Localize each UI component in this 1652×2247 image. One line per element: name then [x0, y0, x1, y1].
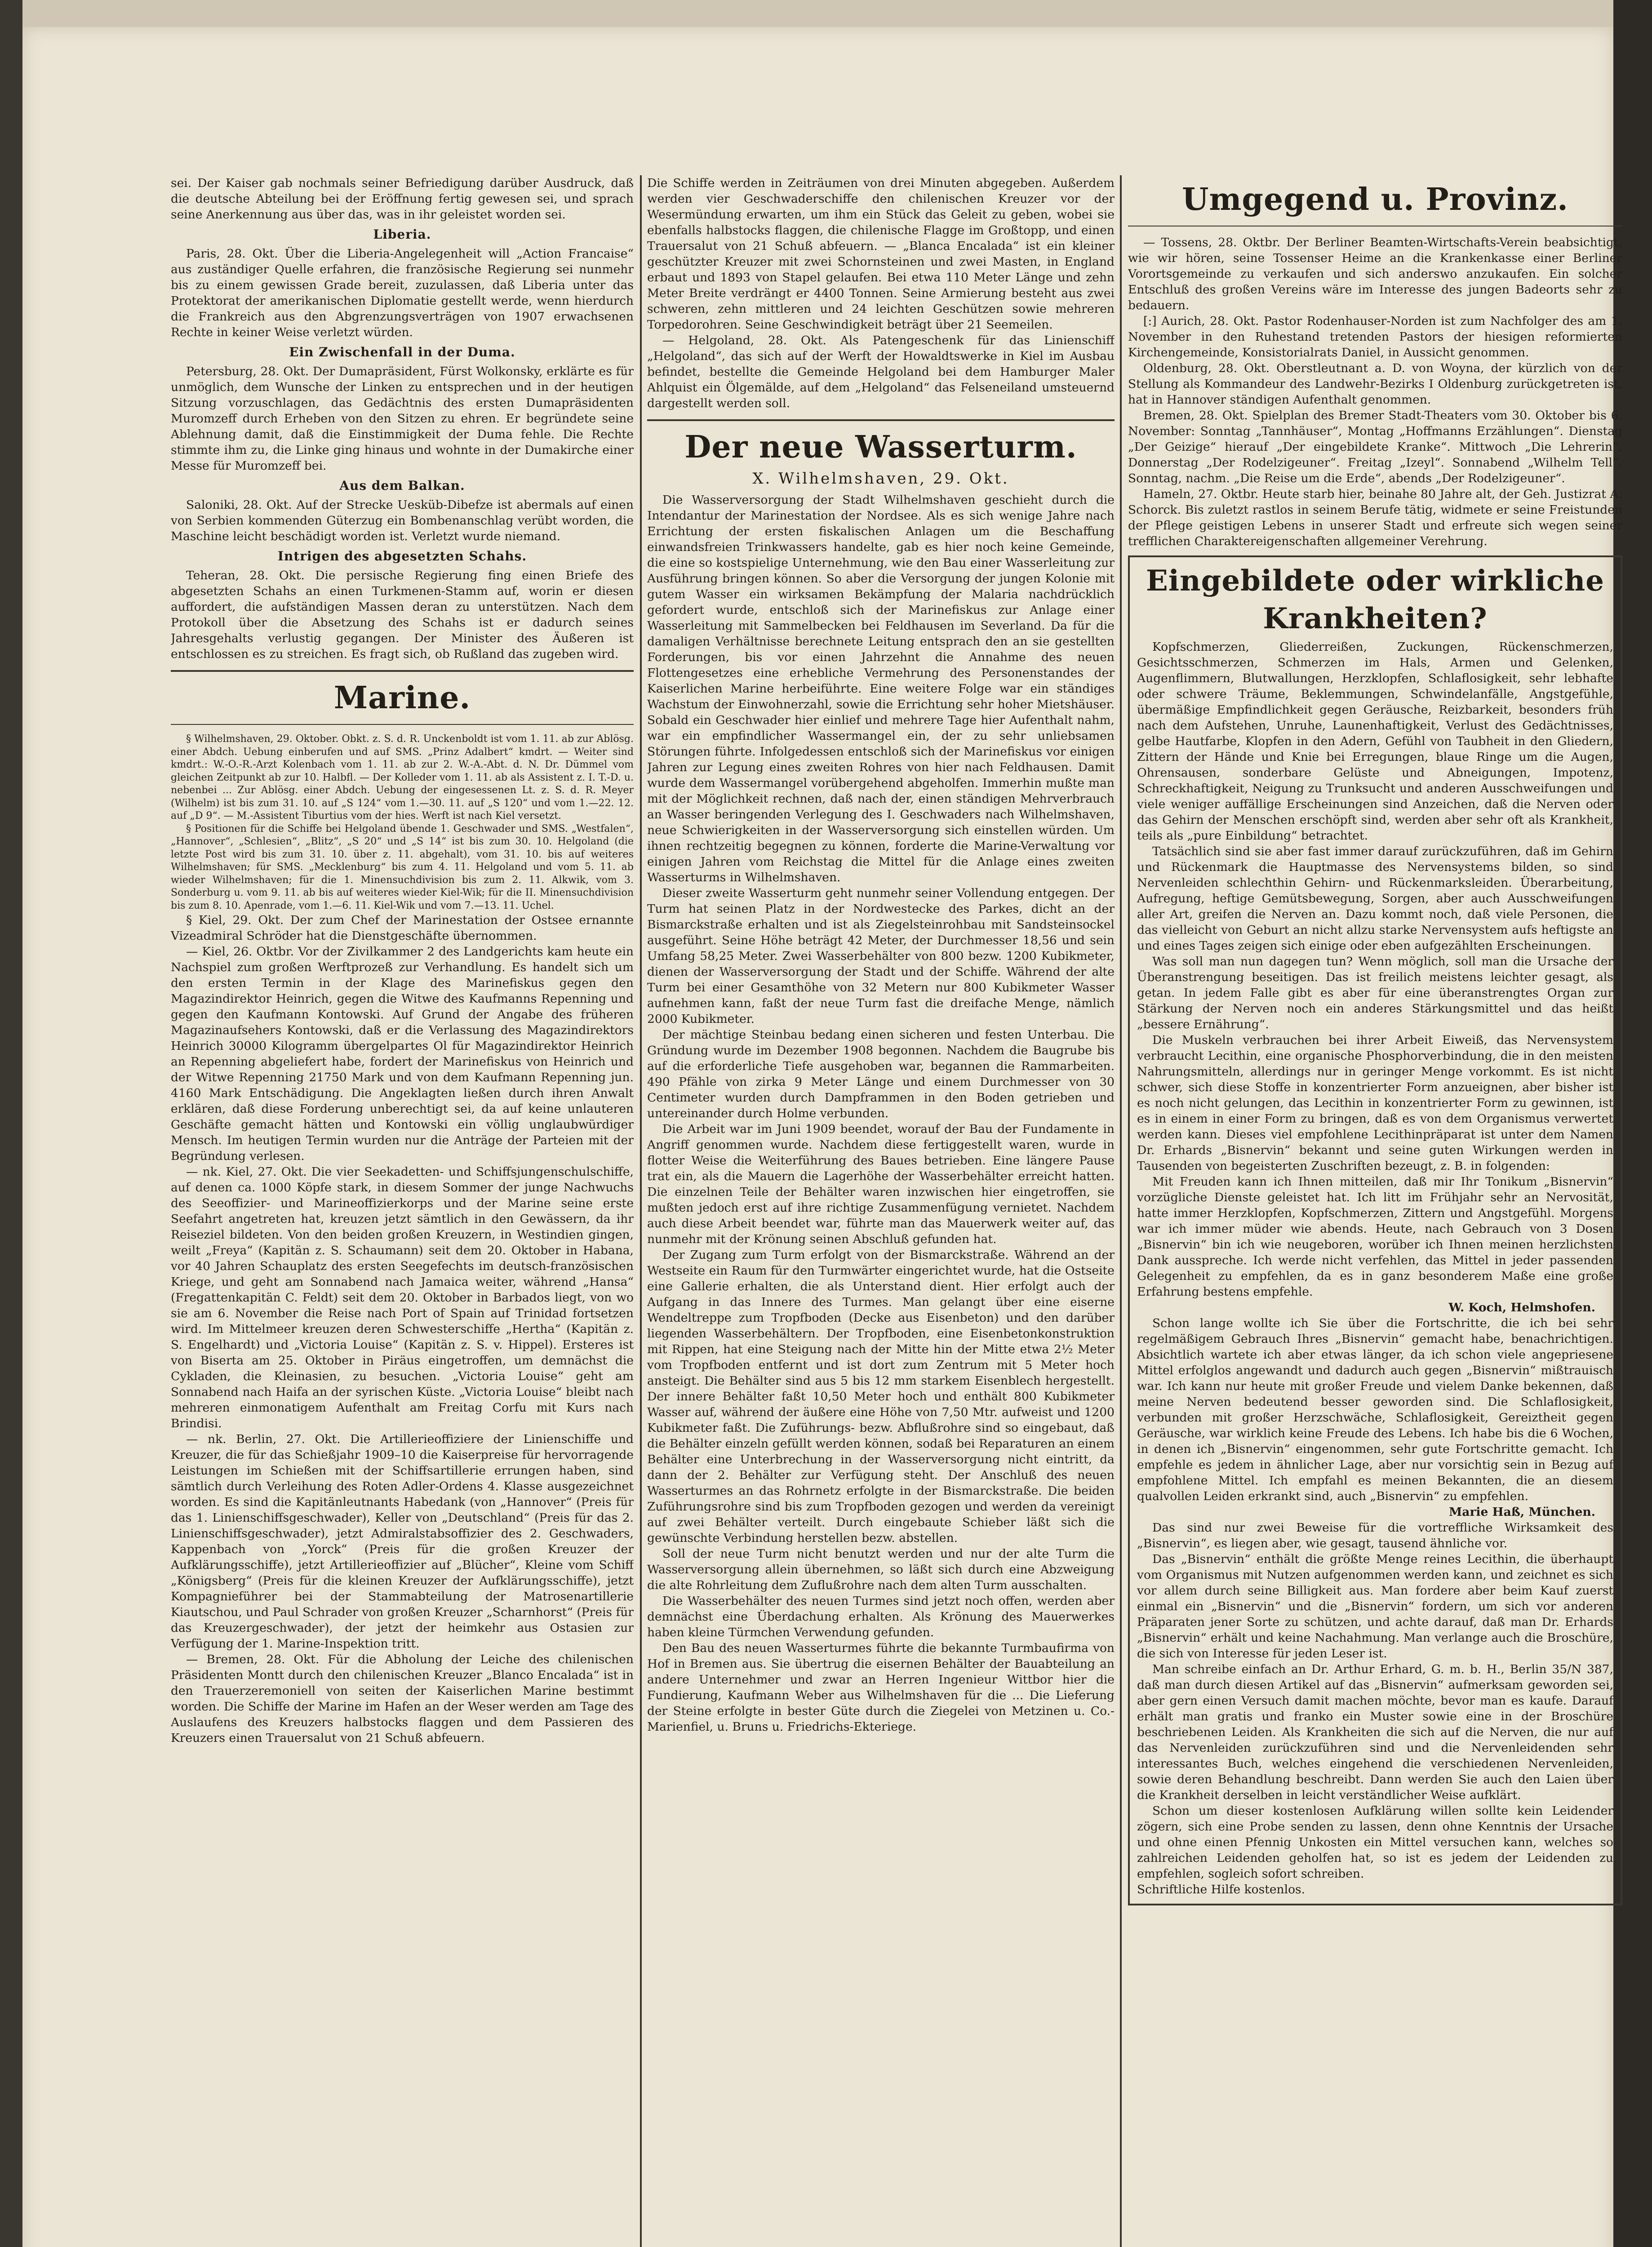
article-bremen: — Bremen, 28. Okt. Für die Abholung der Leiche des chilenischen Präsidenten Montt durch den chilenischen Kreuzer „Blanco Encalada“ ist in den Trauerzeremoniell von seiten der Kaiserlichen Marine bestimmt worden. Die Schiffe der Marine im Hafen an der Weser werden am Tage des Auslaufens des Kreuzers halbstocks flaggen und dem Passieren des Kreuzers einen Trauersalut von 21 Schuß abfeuern.	[171, 1652, 634, 1745]
article-continuation: Die Schiffe werden in Zeiträumen von drei Minuten abgegeben. Außerdem werden vier Geschwaderschiffe den chilenischen Kreuzer vor der Wesermündung erwarten, um ihm ein Stück das Geleit zu geben, wobei sie ebenfalls halbstocks flaggen, die chilenische Flagge im Großtopp, und einen Trauersalut von 21 Schuß abfeuern. — „Blanca Encalada“ ist ein kleiner geschützter Kreuzer mit zwei Schornsteinen und zwei Masten, in England erbaut und 1893 von Stapel gelaufen. Bei etwa 110 Meter Länge und zehn Meter Breite verdrängt er 4400 Tonnen. Seine Armierung besteht aus zwei schweren, zehn mittleren und 24 leichten Geschützen sowie mehreren Torpedorohren. Seine Geschwindigkeit beträgt über 21 Seemeilen.	[647, 176, 1115, 332]
ad-testimonial-2: Schon lange wollte ich Sie über die Fortschritte, die ich bei sehr regelmäßigem Gebrauch Ihres „Bisnervin“ gemacht habe, benachrichtigen. Absichtlich wartete ich aber etwas länger, da ich schon viele angepriesene Mittel erfolglos angewandt und dadurch auch gegen „Bisnervin“ mißtrauisch war. Ich kann nur heute mit großer Freude und vielem Danke bekennen, daß meine Nerven bedeutend besser geworden sind. Die Schlaflosigkeit, verbunden mit großer Herzschwäche, Schlaflosigkeit, Gereiztheit gegen Geräusche, war wirklich keine Freude des Lebens. Ich habe bis die 6 Wochen, in denen ich „Bisnervin“ eingenommen, sehr gute Fortschritte gemacht. Ich empfehle es jedem in ähnlicher Lage, aber nur vorsichtig sein in Bezug auf empfohlene Mittel. Ich empfahl es meinen Bekannten, die an diesem qualvollen Leiden erkrankt sind, auch „Bisnervin“ zu empfehlen.	[1137, 1316, 1613, 1503]
article-kiel-2: — Kiel, 26. Oktbr. Vor der Zivilkammer 2 des Landgerichts kam heute ein Nachspiel zum großen Werftprozeß zur Verhandlung. Es handelt sich um den ersten Termin in der Klage des Marinefiskus gegen den Magazindirektor Heinrich, gegen die Witwe des Kaufmanns Repenning und gegen den Kaufmann Kontowski. Auf Grund der Angabe des früheren Magazinaufsehers Kontowski, daß er die Verlassung des Magazindirektors Heinrich 30000 Kilogramm übergelpartes Ol für Magazindirektor Heinrich an Repenning abgeliefert habe, fordert der Marinefiskus von Heinrich und der Witwe Repenning 21750 Mark und von dem Kaufmann Repenning jun. 4160 Mark Entschädigung. Die Angeklagten ließen durch ihren Anwalt erklären, daß diese Forderung unberechtigt sei, da auf keine unlauteren Geschäfte gemacht hätten und Kontowski ein völlig unglaubwürdiger Mensch. Im heutigen Termin wurden nur die Anträge der Parteien mit der Begründung verlesen.	[171, 945, 634, 1163]
heading-liberia: Liberia.	[373, 227, 431, 242]
ad-closing: Schriftliche Hilfe kostenlos.	[1137, 1883, 1306, 1896]
ad-title-line-1: Eingebildete oder wirkliche	[1146, 564, 1604, 598]
ad-paragraph-10: Schon um dieser kostenlosen Aufklärung willen sollte kein Leidender zögern, sich eine Probe senden zu lassen, denn ohne Kenntnis der Ursache und ohne einen Pfennig Unkosten ein Mittel versuchen kann, welches so zahlreichen Leidenden geholfen hat, so ist es jedem der Leidenden zu empfehlen, sogleich sofort schreiben.	[1137, 1804, 1613, 1881]
wasserturm-paragraph-5: Der Zugang zum Turm erfolgt von der Bismarckstraße. Während an der Westseite ein Raum für den Turmwärter eingerichtet wurde, hat die Ostseite eine Gallerie erhalten, die als Unterstand dient. Hier erfolgt auch der Aufgang in das Innere des Turmes. Man gelangt über eine eiserne Wendeltreppe zum Tropfboden (Decke aus Eisenbeton) und den darüber liegenden Wasserbehältern. Der Tropfboden, eine Eisenbetonkonstruktion mit Rippen, hat eine Steigung nach der Mitte hin der Mitte etwa 2½ Meter vom Tropfboden entfernt und ist dort zum Zentrum mit 5 Meter hoch ansteigt. Die Behälter sind aus 5 bis 12 mm starkem Eisenblech hergestellt. Der innere Behälter faßt 10,50 Meter hoch und enthält 800 Kubikmeter Wasser auf, während der äußere eine Höhe von 7,50 Mtr. aufweist und 1200 Kubikmeter faßt. Die Zuführungs- bezw. Abflußrohre sind so eingebaut, daß die Behälter einzeln gefüllt werden können, sodaß bei Reparaturen an einem Behälter eine Unterbrechung in der Wasserversorgung nicht eintritt, da dann der 2. Behälter zur Verfügung steht. Der Anschluß des neuen Wasserturmes an das Rohrnetz erfolgte in der Bismarckstraße. Die beiden Zuführungsrohre sind bis zum Tropfboden gezogen und werden da vereinigt auf zwei Behälter verteilt. Durch eingebaute Schieber läßt sich die gewünschte Verbindung herstellen bezw. abstellen.	[647, 1248, 1115, 1545]
wasserturm-paragraph-1: Die Wasserversorgung der Stadt Wilhelmshaven geschieht durch die Intendantur der Marinestation der Nordsee. Als es sich wenige Jahre nach Errichtung der ersten fiskalischen Anlagen um die Beschaffung einwandsfreien Trinkwassers handelte, gab es hier noch keine Gemeinde, die eine so kostspielige Unternehmung, wie den Bau einer Wasserleitung zur Ausführung bringen können. So aber die Versorgung der jungen Kolonie mit gutem Wasser ein wirksamen Bekämpfung der Malaria nachdrücklich gefordert wurde, entschloß sich der Marinefiskus zur Anlage einer Wasserleitung mit Sammelbecken bei Feldhausen im Severland. Da für die damaligen Verhältnisse berechnete Leitung entsprach den an sie gestellten Forderungen, bis vor einen Jahrzehnt die Annahme des neuen Flottengesetzes eine erhebliche Vermehrung des Personenstandes der Kaiserlichen Marine herbeiführte. Eine weitere Folge war ein ständiges Wachstum der Einwohnerzahl, sowie die Errichtung sehr hoher Mietshäuser. Sobald ein Geschwader hier einlief und mehrere Tage hier Aufenthalt nahm, war ein empfindlicher Wassermangel ein, der zu sehr unliebsamen Störungen führte. Infolgedessen entschloß sich der Marinefiskus vor einigen Jahren zur Legung eines zweiten Rohres von hier nach Feldhausen. Damit wurde dem Wassermangel vorübergehend abgeholfen. Immerhin mußte man mit der Möglichkeit rechnen, daß nach der, einen ständigen Mehrverbrauch an Wasser beringenden Verlegung des I. Geschwaders nach Wilhelmshaven, neue Schwierigkeiten in der Wasserversorgung sich einstellen würden. Um ihnen rechtzeitig begegnen zu können, forderte die Marine-Verwaltung vor einigen Jahren vom Reichstag die Mittel für die Anlage eines zweiten Wasserturms in Wilhelmshaven.	[647, 493, 1115, 884]
section-title-marine: Marine.	[333, 680, 471, 716]
article-bremen-theater: Bremen, 28. Okt. Spielplan des Bremer Stadt-Theaters vom 30. Oktober bis 6. November: Sonntag „Tannhäuser“, Montag „Hoffmanns Erzählungen“. Dienstag „Der Geizige“ hierauf „Der eingebildete Kranke“. Mittwoch „Die Lehrerin“. Donnerstag „Der Rodelzigeuner“. Freitag „Izeyl“. Sonnabend „Wilhelm Tell“. Sonntag, nachm. „Die Reise um die Erde“, abends „Der Rodelzigeuner“.	[1128, 409, 1622, 485]
section-title-umgegend: Umgegend u. Provinz.	[1182, 182, 1568, 218]
heading-schah: Intrigen des abgesetzten Schahs.	[277, 549, 527, 564]
section-divider	[171, 670, 634, 672]
page-content	[171, 175, 1649, 2247]
article-berlin: — nk. Berlin, 27. Okt. Die Artillerieoffiziere der Linienschiffe und Kreuzer, die für das Schießjahr 1909–10 die Kaiserpreise für hervorragende Leistungen im Schießen mit der Schiffsartillerie errungen haben, sind sämtlich durch Verleihung des Roten Adler-Ordens 4. Klasse ausgezeichnet worden. Es sind die Kapitänleutnants Habedank (von „Hannover“ (Preis für das 1. Linienschiffsgeschwader), Keller von „Deutschland“ (Preis für das 2. Linienschiffsgeschwader), jetzt Admiralstabsoffizier des 2. Geschwaders, Kappenbach von „Yorck“ (Preis für die großen Kreuzer der Aufklärungsschiffe), jetzt Artillerieoffizier auf „Blücher“, Kleine vom Schiff „Königsberg“ (Preis für die kleinen Kreuzer der Aufklärungsschiffe), jetzt Kompagnieführer bei der Stammabteilung der Matrosenartillerie Kiautschou, und Paul Schrader von großen Kreuzer „Scharnhorst“ (Preis für das Kreuzergeschwader), der jetzt der heimkehr aus Ostasien zur Verfügung der 1. Marine-Inspektion tritt.	[171, 1432, 634, 1651]
article-dateline: X. Wilhelmshaven, 29. Okt.	[752, 470, 1009, 488]
article-continuation: sei. Der Kaiser gab nochmals seiner Befriedigung darüber Ausdruck, daß die deutsche Abteilung bei der Eröffnung fertig gewesen sei, und sprach seine Anerkennung aus über das, was in ihr geleistet worden sei.	[171, 176, 634, 222]
heading-balkan: Aus dem Balkan.	[339, 478, 465, 493]
column-2	[647, 175, 1115, 2247]
column-1	[171, 175, 634, 2247]
ad-paragraph-3: Was soll man nun dagegen tun? Wenn möglich, soll man die Ursache der Überanstrengung beseitigen. Das ist freilich meistens leichter gesagt, als getan. In jedem Falle gibt es aber für eine überanstrengtes Organ zur Stärkung der Nerven noch ein anderes Stärkungsmittel und das heißt „bessere Ernährung“.	[1137, 955, 1613, 1031]
article-tossens: — Tossens, 28. Oktbr. Der Berliner Beamten-Wirtschafts-Verein beabsichtigt, wie wir hören, seine Tossenser Heime an die Krankenkasse einer Berliner Vorortsgemeinde zu verkaufen und sich anderswo anzukaufen. Ein solcher Entschluß des großen Vereins wäre im Interesse des jungen Badeorts sehr zu bedauern.	[1128, 235, 1622, 312]
scan-edge-left	[0, 0, 22, 2247]
article-schah: Teheran, 28. Okt. Die persische Regierung fing einen Briefe des abgesetzten Schahs an einen Turkmenen-Stamm auf, worin er diesen auffordert, die aufständigen Massen deran zu unterstützen. Nach dem Protokoll über die Absetzung des Schahs ist er dadurch seines Jahresgehalts verlustig gegangen. Der Minister des Äußeren ist entschlossen es zu streichen. Es fragt sich, ob Rußland das zugeben wird.	[171, 568, 634, 661]
ad-signature-2: Marie Haß, München.	[1448, 1505, 1595, 1519]
column-rule-1	[640, 175, 642, 2247]
advertisement-bisnervin	[1128, 555, 1622, 1905]
ad-paragraph-7: Das sind nur zwei Beweise für die vortreffliche Wirksamkeit des „Bisnervin“, es liegen aber, wie gesagt, tausend ähnliche vor.	[1137, 1521, 1613, 1550]
article-title-wasserturm: Der neue Wasserturm.	[684, 429, 1077, 465]
article-kiel-3: — nk. Kiel, 27. Okt. Die vier Seekadetten- und Schiffsjungenschulschiffe, auf denen ca. 1000 Köpfe stark, in diesem Sommer der junge Nachwuchs des Seeoffizier- und Marineoffizierkorps und der Marine seine erste Seefahrt angetreten hat, kreuzen jetzt sämtlich in den Gewässern, da ihr Reiseziel bildeten. Von den beiden großen Kreuzern, in Westindien gingen, weilt „Freya“ (Kapitän z. S. Schaumann) seit dem 20. Oktober in Habana, vor 40 Jahren Schauplatz des ersten Seegefechts im deutsch-französischen Kriege, und geht am Sonnabend nach Jamaica weiter, während „Hansa“ (Fregattenkapitän C. Feldt) seit dem 20. Oktober in Barbados liegt, von wo sie am 6. November die Reise nach Port of Spain auf Trinidad fortsetzen wird. Im Mittelmeer kreuzen deren Schwesterschiffe „Hertha“ (Kapitän z. S. Engelhardt) und „Victoria Louise“ (Kapitän z. S. v. Hippel). Ersteres ist von Biserta am 25. Oktober in Piräus eingetroffen, um demnächst die Cykladen, die Kleinasien, zu besuchen. „Victoria Louise“ geht am Sonnabend nach Haifa an der syrischen Küste. „Victoria Louise“ bleibt nach mehreren einmonatigem Aufenthalt am Freitag Corfu mit Kurs nach Brindisi.	[171, 1165, 634, 1430]
section-divider	[171, 724, 634, 725]
ad-testimonial-1: Mit Freuden kann ich Ihnen mitteilen, daß mir Ihr Tonikum „Bisnervin“ vorzügliche Dienste geleistet hat. Ich litt im Frühjahr sehr an Nervosität, hatte immer Herzklopfen, Kopfschmerzen, Zittern und Angstgefühl. Morgens war ich immer müder wie abends. Heute, nach Gebrauch von 3 Dosen „Bisnervin“ bin ich wie neugeboren, worüber ich Ihnen meinen herzlichsten Dank ausspreche. Ich werde nicht verfehlen, das Mittel in jeder passenden Gelegenheit zu empfehlen, da es in ganz besonderem Maße eine große Erfahrung bestens empfehle.	[1137, 1175, 1613, 1299]
article-helgoland: — Helgoland, 28. Okt. Als Patengeschenk für das Linienschiff „Helgoland“, das sich auf der Werft der Howaldtswerke in Kiel im Ausbau befindet, bestellte die Gemeinde Helgoland bei dem Hamburger Maler Ahlquist ein Ölgemälde, auf dem „Helgoland“ das Felseneiland umsteuernd dargestellt werden soll.	[647, 333, 1115, 410]
article-wilhelmshaven-notices: § Wilhelmshaven, 29. Oktober. Obkt. z. S. d. R. Unckenboldt ist vom 1. 11. ab zur Ablösg. einer Abdch. Uebung einberufen und auf SMS. „Prinz Adalbert“ kmdrt. — Weiter sind kmdrt.: W.-O.-R.-Arzt Kolenbach vom 1. 11. ab zur 2. W.-A.-Abt. d. N. Dr. Dümmel vom gleichen Zeitpunkt ab zur 10. Halbfl. — Der Kolleder vom 1. 11. ab als Assistent z. I. T.-D. u. nebenbei ... Zur Ablösg. einer Abdch. Uebung der eingesessenen Lt. z. S. d. R. Meyer (Wilhelm) ist bis zum 31. 10. auf „S 124“ vom 1.—30. 11. auf „S 120“ und vom 1.—22. 12. auf „D 9“. — M.-Assistent Tiburtius vom der hies. Werft ist nach Kiel versetzt.	[171, 733, 634, 822]
article-hameln: Hameln, 27. Oktbr. Heute starb hier, beinahe 80 Jahre alt, der Geh. Justizrat A. Schorck. Bis zuletzt rastlos in seinem Berufe tätig, widmete er seine Freistunden der Pflege geistigen Lebens in unserer Stadt und erfreute sich wegen seiner trefflichen Charaktereigenschaften allgemeiner Verehrung.	[1128, 487, 1622, 548]
ad-paragraph-9: Man schreibe einfach an Dr. Arthur Erhard, G. m. b. H., Berlin 35/N 387, daß man durch diesen Artikel auf das „Bisnervin“ aufmerksam geworden sei, aber gern einen Versuch damit machen möchte, bevor man es kaufe. Darauf erhält man gratis und franko ein Muster sowie eine in der Broschüre beschriebenen Leiden. Als Krankheiten die sich auf die Nerven, die nur auf das Nervenleiden zurückzuführen sind und die Nervenleidenden sehr interessantes Buch, welches eingehend die verschiedenen Nervenleiden, sowie deren Behandlung beschreibt. Dann werden Sie auch den Laien über die Krankheit derselben in leicht verständlicher Weise aufklärt.	[1137, 1662, 1613, 1802]
article-aurich: [:] Aurich, 28. Okt. Pastor Rodenhauser-Norden ist zum Nachfolger des am 1. November in den Ruhestand tretenden Pastors der hiesigen reformierten Kirchengemeinde, Konsistorialrats Daniel, in Aussicht genommen.	[1128, 314, 1622, 360]
column-rule-2	[1120, 175, 1122, 2247]
column-3	[1128, 175, 1622, 2247]
wasserturm-paragraph-4: Die Arbeit war im Juni 1909 beendet, worauf der Bau der Fundamente in Angriff genommen wurde. Nachdem diese fertiggestellt waren, wurde in flotter Weise die Weiterführung des Baues betrieben. Eine längere Pause trat ein, als die Mauern die Lagerhöhe der Wasserbehälter erreicht hatten. Die einzelnen Teile der Behälter waren inzwischen hier eingetroffen, sie mußten jedoch erst auf ihre richtige Zusammenfügung vernietet. Nachdem auch diese Arbeit beendet war, führte man das Mauerwerk weiter auf, das nunmehr mit der Krönung seinen Abschluß gefunden hat.	[647, 1122, 1115, 1246]
ad-paragraph-8: Das „Bisnervin“ enthält die größte Menge reines Lecithin, die überhaupt vom Organismus mit Nutzen aufgenommen werden kann, und zeichnet es sich vor allem durch seine Billigkeit aus. Man fordere aber beim Kauf zuerst einmal ein „Bisnervin“ und die „Bisnervin“ fordern, um sich vor anderen Präparaten jener Sorte zu schützen, und achte darauf, daß man Dr. Erhards „Bisnervin“ erhält und keine Nachahmung. Man verlange auch die Broschüre, die sich von Interesse für jeden Leser ist.	[1137, 1552, 1613, 1661]
article-liberia: Paris, 28. Okt. Über die Liberia-Angelegenheit will „Action Francaise“ aus zuständiger Quelle erfahren, die französische Regierung sei nunmehr bis zu einem gewissen Grade bereit, zuzulassen, daß Liberia unter das Protektorat der amerikanischen Diplomatie gestellt werde, wenn hierdurch die Frankreich aus den Abgrenzungsverträgen von 1907 erwachsenen Rechte in keiner Weise verletzt würden.	[171, 247, 634, 339]
ad-paragraph-2: Tatsächlich sind sie aber fast immer darauf zurückzuführen, daß im Gehirn und Rückenmark die Hauptmasse des Nervensystems bilden, so sind Nervenleiden schlechthin Gehirn- und Rückenmarksleiden. Überarbeitung, Aufregung, heftige Gemütsbewegung, Sorgen, aber auch Ausschweifungen aller Art, greifen die Nerven an. Dazu kommt noch, daß viele Personen, die das vielleicht von Geburt an nicht allzu starke Nervensystem aufs heftigste an und eines Tages zeigen sich einige oder eben aufgezählten Erscheinungen.	[1137, 844, 1613, 953]
ad-title-line-2: Krankheiten?	[1263, 602, 1488, 635]
wasserturm-paragraph-8: Den Bau des neuen Wasserturmes führte die bekannte Turmbaufirma von Hof in Bremen aus. Sie übertrug die eisernen Behälter der Bauabteilung an andere Unternehmer und zwar an Herren Ingenieur Wittbor hier die Fundierung, Kaufmann Weber aus Wilhelmshaven für die ... Die Lieferung der Steine erfolgte in bester Güte durch die Ziegelei von Metzinen u. Co.-Marienfiel, u. Bruns u. Friedrichs-Ekteriege.	[647, 1641, 1115, 1734]
ad-paragraph-1: Kopfschmerzen, Gliederreißen, Zuckungen, Rückenschmerzen, Gesichtsschmerzen, Schmerzen im Hals, Armen und Gelenken, Augenflimmern, Blutwallungen, Herzklopfen, Schlaflosigkeit, sehr lebhafte oder schwere Träume, Beklemmungen, Schwindelanfälle, Angstgefühle, übermäßige Empfindlichkeit gegen Geräusche, Reizbarkeit, besonders früh nach dem Aufstehen, Unruhe, Launenhaftigkeit, Verlust des Gedächtnisses, gelbe Hautfarbe, Klopfen in den Adern, Gefühl von Taubheit in den Gliedern, Zittern der Hände und Knie bei Erregungen, blaue Ringe um die Augen, Ohrensausen, sonderbare Gelüste und Abneigungen, Impotenz, Schreckhaftigkeit, Neigung zu Trunksucht und anderen Ausschweifungen und viele weniger auffällige Erscheinungen sind Anzeichen, daß die Nerven oder das Gehirn der Menschen erschöpft sind, werden aber sehr oft als Krankheit, teils als „pure Einbildung“ betrachtet.	[1137, 640, 1613, 843]
article-duma: Petersburg, 28. Okt. Der Dumapräsident, Fürst Wolkonsky, erklärte es für unmöglich, dem Wunsche der Linken zu entsprechen und in der heutigen Sitzung vorzuschlagen, das Gedächtnis des ersten Dumapräsidenten Muromzeff durch Erheben von den Sitzen zu ehren. Er begründete seine Ablehnung damit, daß die Einstimmigkeit der Duma fehle. Die Rechte stimmte ihm zu, die Linke ging hinaus und wohnte in der Dumakirche einer Messe für Muromzeff bei.	[171, 364, 634, 473]
article-balkan: Saloniki, 28. Okt. Auf der Strecke Uesküb-Dibefze ist abermals auf einen von Serbien kommenden Güterzug ein Bombenanschlag verübt worden, die Maschine leicht beschädigt worden ist. Verletzt wurde niemand.	[171, 498, 634, 543]
article-oldenburg: Oldenburg, 28. Okt. Oberstleutnant a. D. von Woyna, der kürzlich von der Stellung als Kommandeur des Landwehr-Bezirks I Oldenburg zurückgetreten ist, hat in Hannover ständigen Aufenthalt genommen.	[1128, 361, 1622, 407]
wasserturm-paragraph-3: Der mächtige Steinbau bedang einen sicheren und festen Unterbau. Die Gründung wurde im Dezember 1908 begonnen. Nachdem die Baugrube bis auf die erforderliche Tiefe ausgehoben war, begannen die Rammarbeiten. 490 Pfähle von zirka 9 Meter Länge und einem Durchmesser von 30 Centimeter wurden durch Dampframmen in den Boden getrieben und untereinander durch Holme verbunden.	[647, 1028, 1115, 1120]
wasserturm-paragraph-2: Dieser zweite Wasserturm geht nunmehr seiner Vollendung entgegen. Der Turm hat seinen Platz in der Nordwestecke des Parkes, dicht an der Bismarckstraße erhalten und ist als Ziegelsteinrohbau mit Sandsteinsockel ausgeführt. Seine Höhe beträgt 42 Meter, der Durchmesser 18,56 und sein Umfang 58,25 Meter. Zwei Wasserbehälter von 800 bezw. 1200 Kubikmeter, dienen der Wasserversorgung der Stadt und der Schiffe. Während der alte Turm bei einer Gesamthöhe von 32 Metern nur 800 Kubikmeter Wasser aufnehmen kann, faßt der neue Turm fast die dreifache Menge, nämlich 2000 Kubikmeter.	[647, 886, 1115, 1026]
ad-signature-1: W. Koch, Helmshofen.	[1448, 1301, 1595, 1314]
article-positions: § Positionen für die Schiffe bei Helgoland übende 1. Geschwader und SMS. „Westfalen“, „Hannover“, „Schlesien“, „Blitz“, „S 20“ und „S 14“ ist bis zum 30. 10. Helgoland (die letzte Post wird bis zum 31. 10. über z. 11. abgehalt), vom 31. 10. bis auf weiteres Wilhelmshaven; für SMS. „Mecklenburg“ bis zum 4. 11. Helgoland und vom 5. 11. ab wieder Wilhelmshaven; für die 1. Minensuchdivision bis zum 2. 11. Alkwik, vom 3. Sonderburg u. vom 9. 11. ab bis auf weiteres wieder Kiel-Wik; für die II. Minensuchdivision bis zum 8. 10. Apenrade, vom 1.—6. 11. Kiel-Wik und vom 7.—13. 11. Uchel.	[171, 823, 634, 911]
heading-duma: Ein Zwischenfall in der Duma.	[289, 345, 515, 360]
section-divider	[647, 419, 1115, 421]
ad-paragraph-4: Die Muskeln verbrauchen bei ihrer Arbeit Eiweiß, das Nervensystem verbraucht Lecithin, eine organische Phosphorverbindung, die in den meisten Nahrungsmitteln, allerdings nur in geringer Menge vorkommt. Es ist nicht schwer, sich diese Stoffe in konzentrierter Form anzueignen, aber bisher ist es noch nicht gelungen, das Lecithin in konzentrierter Form zu gewinnen, ist es in einem in einer Form zu bringen, daß es von dem Organismus verwertet werden kann. Dieses viel empfohlene Lecithinpräparat ist unter dem Namen Dr. Erhards „Bisnervin“ bekannt und seine guten Wirkungen werden in Tausenden von begeisterten Zuschriften bezeugt, z. B. in folgenden:	[1137, 1033, 1613, 1173]
wasserturm-paragraph-7: Die Wasserbehälter des neuen Turmes sind jetzt noch offen, werden aber demnächst eine Überdachung erhalten. Als Krönung des Mauerwerkes haben kleine Türmchen Verwendung gefunden.	[647, 1594, 1115, 1639]
wasserturm-paragraph-6: Soll der neue Turm nicht benutzt werden und nur der alte Turm die Wasserversorgung allein übernehmen, so läßt sich durch eine Abzweigung die alte Rohrleitung dem Zuflußrohre nach dem alten Turm ausschalten.	[647, 1547, 1115, 1592]
article-kiel-1: § Kiel, 29. Okt. Der zum Chef der Marinestation der Ostsee ernannte Vizeadmiral Schröder hat die Dienstgeschäfte übernommen.	[171, 913, 634, 943]
